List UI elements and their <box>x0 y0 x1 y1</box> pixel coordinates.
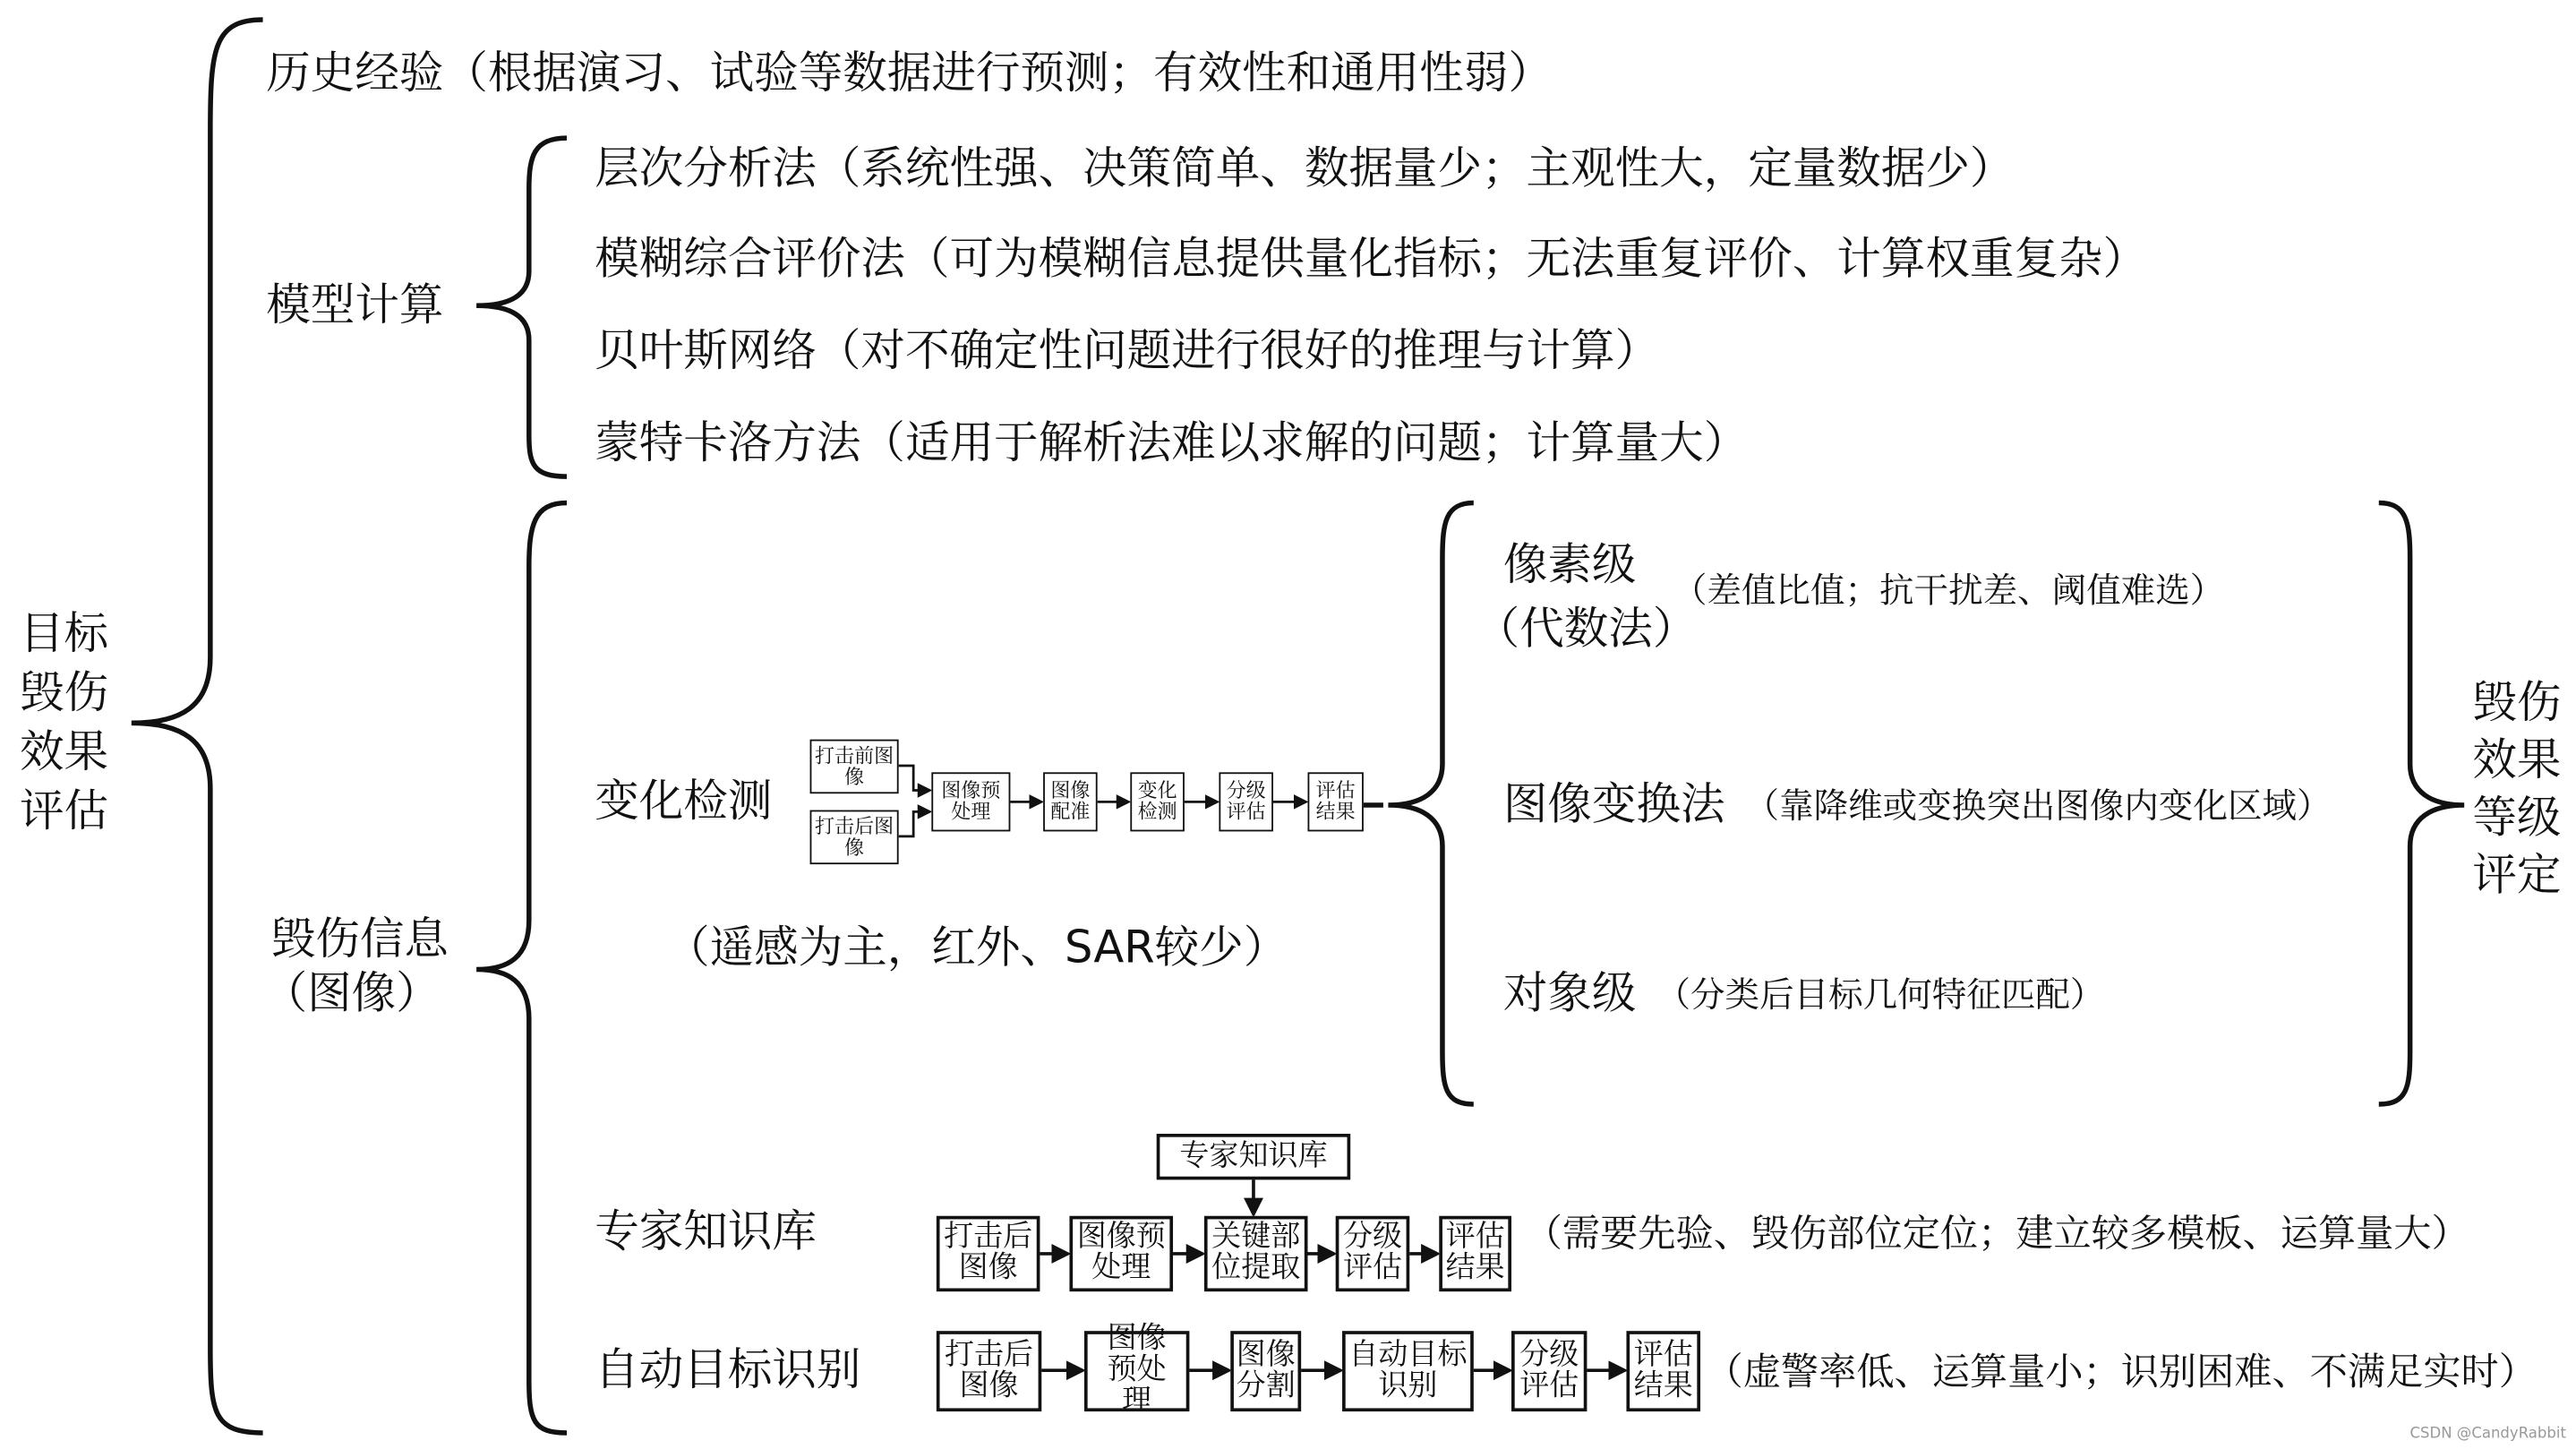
flow-box-registration: 图像配准 <box>1043 772 1098 831</box>
flow-box-pre-strike: 打击前图像 <box>810 740 899 794</box>
watermark: CSDN @CandyRabbit <box>2409 1426 2566 1443</box>
flow-box-key-part-extract: 关键部位提取 <box>1204 1216 1308 1291</box>
flow-box-preprocess: 图像预处理 <box>931 772 1010 831</box>
pixel-level-note: （差值比值；抗干扰差、阈值难选） <box>1672 570 2225 611</box>
flow-box-grading: 分级评估 <box>1336 1216 1410 1291</box>
root-label-3: 效果 <box>20 726 109 778</box>
model-item-ahp: 层次分析法（系统性强、决策简单、数据量少；主观性大，定量数据少） <box>595 143 2015 195</box>
flow-box-result: 评估结果 <box>1439 1216 1511 1291</box>
damage-info-sublabel: （图像） <box>262 968 441 1020</box>
model-item-fuzzy: 模糊综合评价法（可为模糊信息提供量化指标；无法重复评价、计算权重复杂） <box>595 234 2148 286</box>
change-detection-brace <box>1388 502 1473 1104</box>
model-brace <box>476 138 567 476</box>
pixel-level-label: 像素级 <box>1502 539 1637 591</box>
object-level-note: （分类后目标几何特征匹配） <box>1656 974 2105 1015</box>
root-label-1: 目标 <box>20 608 109 660</box>
result-label-1: 毁伤 <box>2472 677 2562 729</box>
flow-box-grading: 分级评估 <box>1219 772 1273 831</box>
flow-box-post-strike: 打击后图像 <box>937 1216 1040 1291</box>
flow-box-knowledge-base: 专家知识库 <box>1157 1134 1351 1179</box>
atr-note: （虚警率低、运算量小；识别困难、不满足实时） <box>1705 1351 2537 1394</box>
root-brace <box>132 20 263 1433</box>
flow-box-atr: 自动目标识别 <box>1342 1331 1474 1411</box>
change-detection-label: 变化检测 <box>595 776 773 827</box>
flow-box-change-detect: 变化检测 <box>1130 772 1185 831</box>
flow-box-post-strike: 打击后图像 <box>937 1331 1041 1411</box>
flow-box-preprocess: 图像预处理 <box>1069 1216 1173 1291</box>
result-brace <box>2379 502 2464 1104</box>
expert-kb-note: （需要先验、毁伤部位定位；建立较多模板、运算量大） <box>1524 1213 2469 1256</box>
flow-box-segmentation: 图像分割 <box>1230 1331 1301 1411</box>
history-experience: 历史经验（根据演习、试验等数据进行预测；有效性和通用性弱） <box>266 48 1553 100</box>
damage-info-label: 毁伤信息 <box>270 914 449 965</box>
flow-box-result: 评估结果 <box>1308 772 1364 831</box>
model-item-montecarlo: 蒙特卡洛方法（适用于解析法难以求解的问题；计算量大） <box>595 417 1749 469</box>
flow-box-grading: 分级评估 <box>1511 1331 1587 1411</box>
result-label-4: 评定 <box>2472 850 2562 902</box>
root-label-2: 毁伤 <box>20 667 109 719</box>
image-transform-label: 图像变换法 <box>1502 779 1725 831</box>
image-transform-note: （靠降维或变换突出图像内变化区域） <box>1744 785 2332 826</box>
result-label-3: 等级 <box>2472 793 2562 845</box>
root-label-4: 评估 <box>20 785 109 837</box>
model-label: 模型计算 <box>266 279 444 331</box>
change-detection-note: （遥感为主，红外、SAR较少） <box>665 922 1288 974</box>
result-label-2: 效果 <box>2472 735 2562 786</box>
flow-box-post-strike: 打击后图像 <box>810 810 899 865</box>
flow-box-preprocess: 图像预处理 <box>1084 1331 1189 1411</box>
algebra-method-label: （代数法） <box>1475 604 1698 656</box>
model-item-bayes: 贝叶斯网络（对不确定性问题进行很好的推理与计算） <box>595 326 1660 378</box>
expert-kb-label: 专家知识库 <box>595 1206 817 1258</box>
object-level-label: 对象级 <box>1502 968 1637 1020</box>
atr-label: 自动目标识别 <box>595 1344 861 1396</box>
flow-box-result: 评估结果 <box>1626 1331 1700 1411</box>
damage-info-brace <box>476 502 567 1432</box>
